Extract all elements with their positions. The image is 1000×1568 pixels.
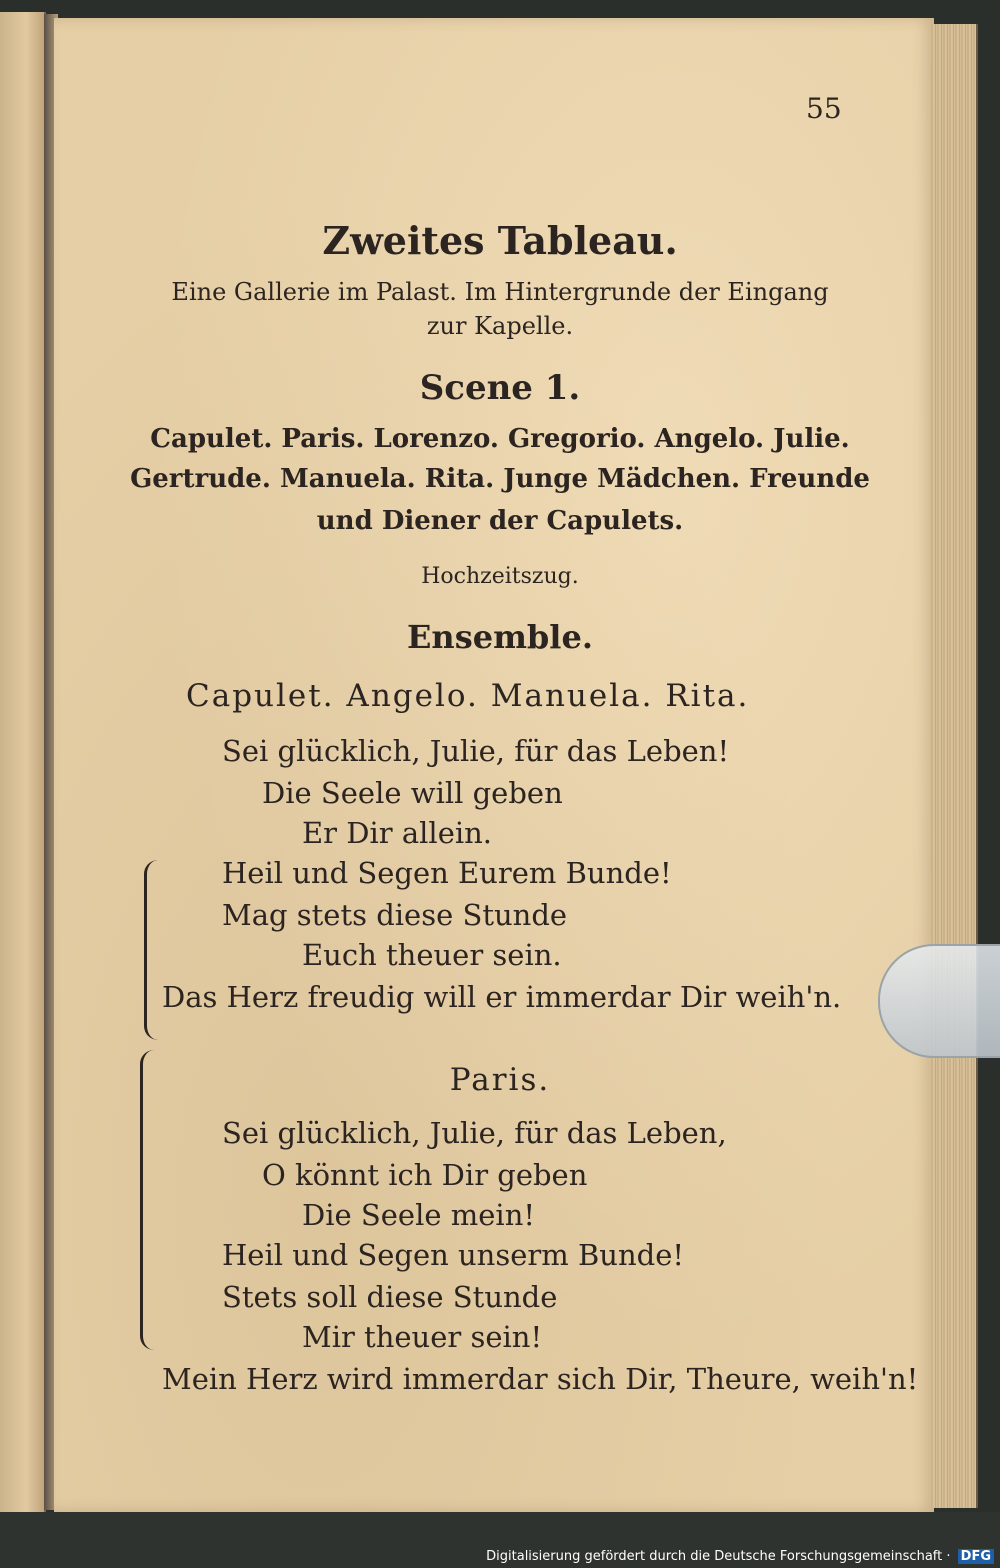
verse2-line-2: O könnt ich Dir geben	[262, 1158, 588, 1192]
verse1-line-5: Mag stets diese Stunde	[222, 898, 568, 932]
verse2-line-3: Die Seele mein!	[302, 1198, 536, 1232]
ensemble-heading: Ensemble.	[407, 618, 593, 656]
verse2-line-5: Stets soll diese Stunde	[222, 1280, 558, 1314]
verse1-line-2: Die Seele will geben	[262, 776, 563, 810]
verse1-line-6: Euch theuer sein.	[302, 938, 562, 972]
verse2-line-6: Mir theuer sein!	[302, 1320, 543, 1354]
verse1-line-4: Heil und Segen Eurem Bunde!	[222, 856, 672, 890]
stage-direction-line-2: zur Kapelle.	[426, 312, 574, 340]
scene-heading: Scene 1.	[419, 368, 581, 408]
dfg-logo: DFG	[958, 1549, 994, 1564]
verse2-line-4: Heil und Segen unserm Bunde!	[222, 1238, 685, 1272]
verse1-line-7: Das Herz freudig will er immerdar Dir weih'n.	[162, 980, 842, 1014]
page-clip	[878, 944, 1000, 1058]
credit-text: Digitalisierung gefördert durch die Deutsche Forschungsgemeinschaft	[486, 1549, 943, 1564]
speaker-paris: Paris.	[449, 1062, 551, 1098]
page-number: 55	[806, 92, 842, 125]
characters-line-1: Capulet. Paris. Lorenzo. Gregorio. Angelo. Julie.	[150, 424, 850, 454]
characters-line-3: und Diener der Capulets.	[316, 506, 684, 536]
tableau-heading: Zweites Tableau.	[322, 218, 678, 263]
verse1-line-1: Sei glücklich, Julie, für das Leben!	[222, 734, 730, 768]
verse2-line-1: Sei glücklich, Julie, für das Leben,	[222, 1116, 727, 1150]
verse1-line-3: Er Dir allein.	[302, 816, 493, 850]
procession-direction: Hochzeitszug.	[421, 564, 579, 589]
digitization-credit: Digitalisierung gefördert durch die Deutsche Forschungsgemeinschaft · DFG	[486, 1549, 994, 1564]
bracket-left-1	[144, 860, 165, 1040]
characters-line-2: Gertrude. Manuela. Rita. Junge Mädchen. Freunde	[130, 464, 870, 494]
stage-direction-line-1: Eine Gallerie im Palast. Im Hintergrunde der Eingang	[171, 278, 829, 306]
verse2-line-7: Mein Herz wird immerdar sich Dir, Theure, weih'n!	[162, 1362, 919, 1396]
speakers-line: Capulet. Angelo. Manuela. Rita.	[186, 678, 750, 714]
